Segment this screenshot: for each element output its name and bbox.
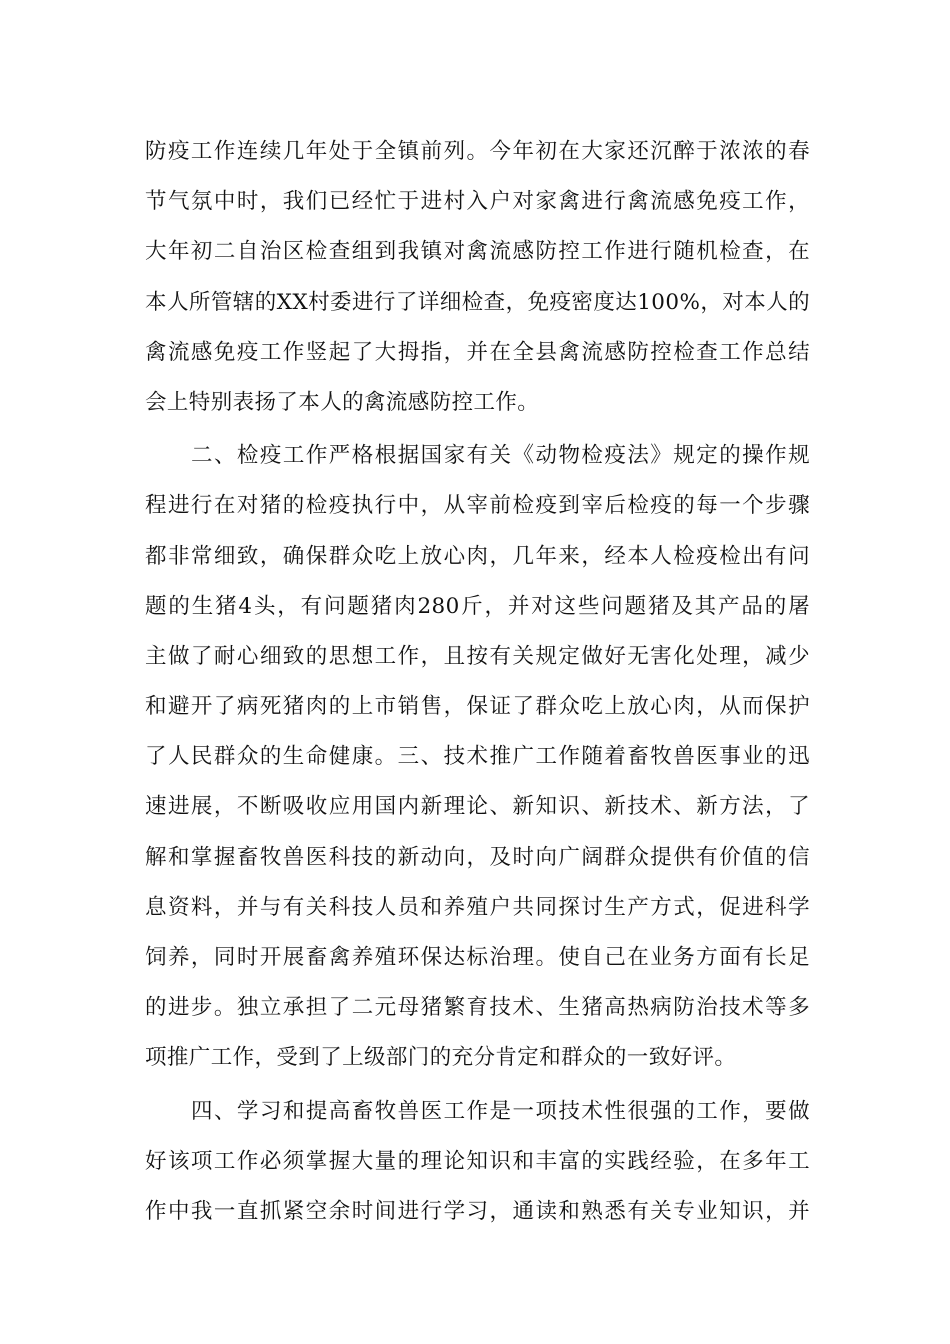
text-line: 程进行在对猪的检疫执行中，从宰前检疫到宰后检疫的每一个步骤 xyxy=(145,493,810,519)
text-line: 了人民群众的生命健康。三、技术推广工作随着畜牧兽医事业的迅 xyxy=(145,744,810,770)
text-line: 禽流感免疫工作竖起了大拇指，并在全县禽流感防控检查工作总结 xyxy=(145,339,810,365)
text-line: 会上特别表扬了本人的禽流感防控工作。 xyxy=(145,389,540,415)
text-line: 和避开了病死猪肉的上市销售，保证了群众吃上放心肉，从而保护 xyxy=(145,694,810,720)
text-line: 四、学习和提高畜牧兽医工作是一项技术性很强的工作，要做 xyxy=(191,1098,810,1124)
text-line: 防疫工作连续几年处于全镇前列。今年初在大家还沉醉于浓浓的春 xyxy=(145,139,810,164)
text-line: 都非常细致，确保群众吃上放心肉，几年来，经本人检疫检出有问 xyxy=(145,543,810,569)
text-line: 饲养，同时开展畜禽养殖环保达标治理。使自己在业务方面有长足 xyxy=(145,945,810,970)
text-line: 息资料，并与有关科技人员和养殖户共同探讨生产方式，促进科学 xyxy=(145,894,810,920)
text-line: 速进展，不断吸收应用国内新理论、新知识、新技术、新方法，了 xyxy=(145,794,810,820)
text-line: 解和掌握畜牧兽医科技的新动向，及时向广阔群众提供有价值的信 xyxy=(145,844,810,870)
document-body xyxy=(145,127,810,1237)
text-line: 大年初二自治区检查组到我镇对禽流感防控工作进行随机检查，在 xyxy=(145,239,810,265)
text-line: 本人所管辖的XX村委进行了详细检查，免疫密度达100%，对本人的 xyxy=(145,289,810,315)
text-line: 项推广工作，受到了上级部门的充分肯定和群众的一致好评。 xyxy=(145,1045,737,1071)
text-line: 题的生猪4头，有问题猪肉280斤，并对这些问题猪及其产品的屠 xyxy=(145,593,810,619)
text-line: 主做了耐心细致的思想工作，且按有关规定做好无害化处理，减少 xyxy=(145,643,810,669)
text-line: 节气氛中时，我们已经忙于进村入户对家禽进行禽流感免疫工作， xyxy=(145,189,810,215)
text-line: 作中我一直抓紧空余时间进行学习，通读和熟悉有关专业知识，并 xyxy=(145,1198,810,1224)
text-line: 好该项工作必须掌握大量的理论知识和丰富的实践经验，在多年工 xyxy=(145,1148,810,1174)
text-line: 的进步。独立承担了二元母猪繁育技术、生猪高热病防治技术等多 xyxy=(145,995,810,1021)
text-line: 二、检疫工作严格根据国家有关《动物检疫法》规定的操作规 xyxy=(191,443,810,469)
